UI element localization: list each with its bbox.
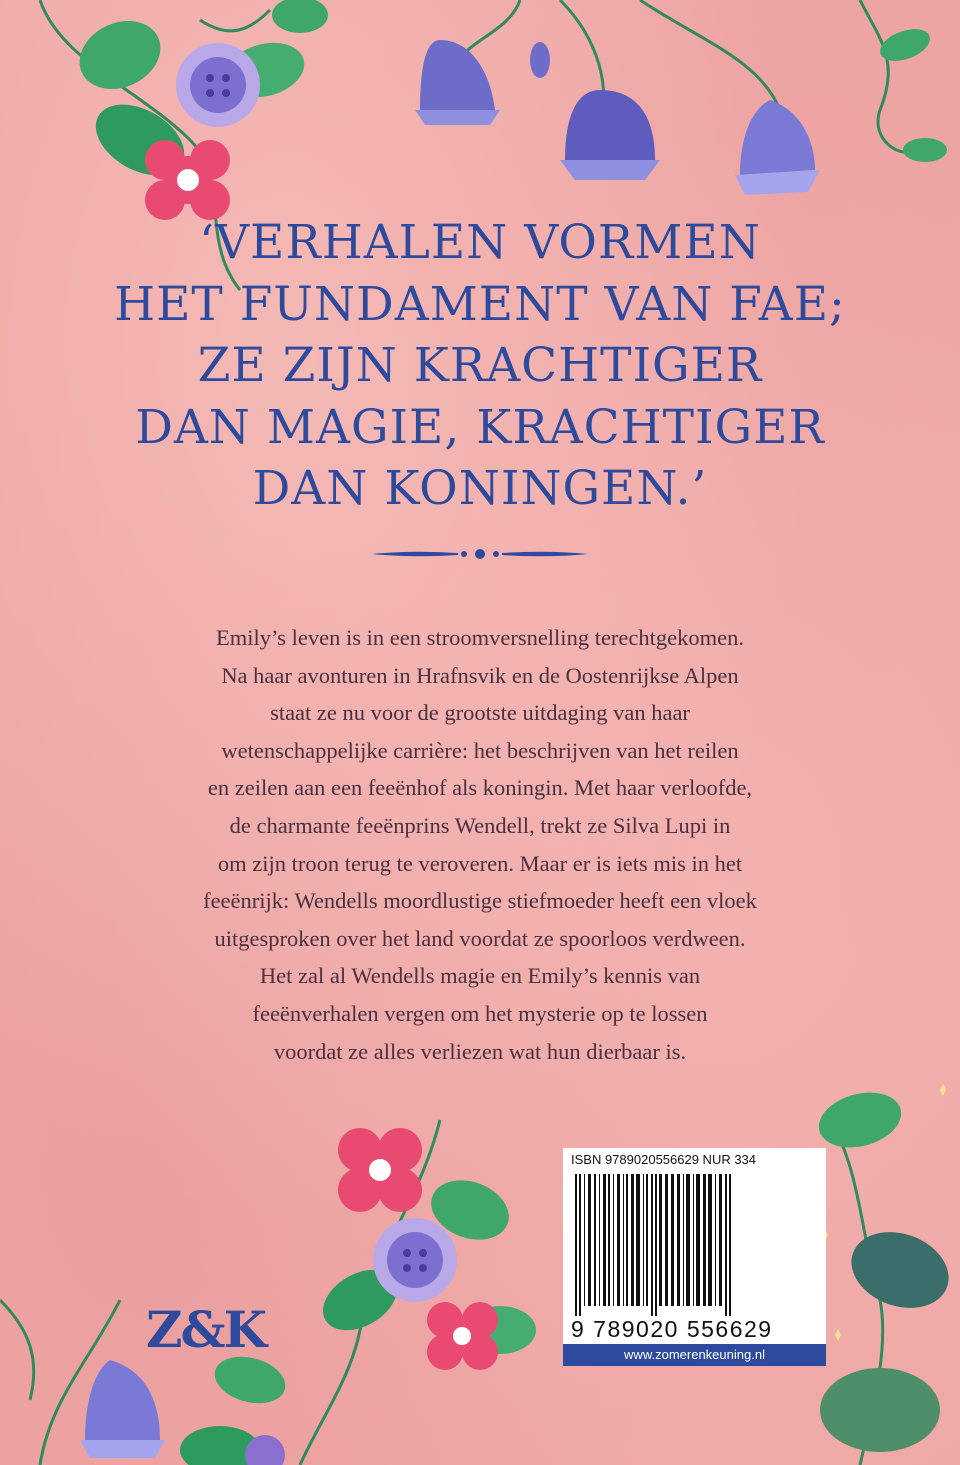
barcode-bar xyxy=(617,1174,620,1306)
button-flower-icon xyxy=(176,43,260,127)
blurb-line: de charmante feeënprins Wendell, trekt ze Silva Lupi in xyxy=(229,812,731,838)
barcode-bar xyxy=(613,1174,614,1306)
barcode-bar xyxy=(631,1174,634,1306)
sparkle-icon xyxy=(940,1084,946,1096)
barcode-bars xyxy=(573,1174,816,1316)
leaf-icon xyxy=(903,138,947,162)
barcode-bar xyxy=(696,1174,700,1306)
barcode-bar xyxy=(708,1174,712,1306)
barcode-bar xyxy=(677,1174,680,1306)
quote-line: DAN KONINGEN.’ xyxy=(252,461,708,516)
quote-line: DAN MAGIE, KRACHTIGER xyxy=(135,399,825,455)
barcode-bar xyxy=(575,1174,577,1316)
barcode-bar xyxy=(626,1174,628,1306)
blurb-line: voordat ze alles verliezen wat hun dierbaar is. xyxy=(273,1038,687,1064)
bluebell-flower-icon xyxy=(80,1360,165,1458)
barcode-bar xyxy=(686,1174,690,1306)
bluebell-flower-icon xyxy=(735,100,820,195)
publisher-url: www.zomerenkeuning.nl xyxy=(563,1344,826,1366)
pink-flower-icon xyxy=(427,1302,498,1370)
isbn-text: ISBN 9789020556629 NUR 334 xyxy=(571,1152,757,1167)
featured-quote xyxy=(0,212,960,520)
barcode-bar xyxy=(729,1174,731,1316)
quote-line: HET FUNDAMENT VAN FAE; xyxy=(114,276,846,332)
blurb-line: uitgesproken over het land voordat ze spoorloos verdween. xyxy=(214,925,746,951)
blurb-line: Emily’s leven is in een stroomversnelling terechtgekomen. xyxy=(216,625,744,650)
book-blurb xyxy=(100,619,860,1070)
barcode-bar xyxy=(579,1174,581,1316)
blurb-line: feeënrijk: Wendells moordlustige stiefmoeder heeft een vloek xyxy=(203,888,757,914)
blurb-line: feeënverhalen vergen om het mysterie op te lossen xyxy=(252,1000,708,1026)
leaf-icon xyxy=(876,23,934,67)
leaf-icon xyxy=(68,8,171,102)
barcode-bar xyxy=(603,1174,606,1306)
leaf-icon xyxy=(841,1219,960,1321)
blurb-line: staat ze nu voor de grootste uitdaging van haar xyxy=(270,700,690,726)
leaf-icon xyxy=(272,0,328,33)
button-flower-icon xyxy=(373,1218,457,1302)
barcode-bar xyxy=(643,1174,644,1306)
barcode-bar xyxy=(659,1174,662,1306)
pink-flower-icon xyxy=(338,1128,422,1212)
barcode-panel xyxy=(563,1148,826,1366)
barcode-bar xyxy=(665,1174,668,1306)
bluebell-flower-icon xyxy=(415,40,500,125)
barcode-bar xyxy=(636,1174,640,1306)
barcode-bar xyxy=(683,1174,684,1306)
blurb-line: om zijn troon terug te veroveren. Maar er is iets mis in het xyxy=(217,850,743,876)
barcode-bar xyxy=(715,1174,716,1306)
quote-line: ZE ZIJN KRACHTIGER xyxy=(197,338,763,393)
blurb-line: Het zal al Wendells magie en Emily’s kennis van xyxy=(259,963,701,989)
barcode-bar xyxy=(719,1174,722,1306)
barcode-bar xyxy=(703,1174,706,1306)
barcode-bar xyxy=(594,1174,596,1306)
sparkle-icon xyxy=(835,1329,841,1341)
barcode-bar xyxy=(646,1174,648,1306)
leaf-icon xyxy=(820,1368,940,1452)
blurb-line: wetenschappelijke carrière: het beschrijven van het reilen xyxy=(221,737,739,763)
barcode-bar xyxy=(725,1174,727,1316)
barcode-bar xyxy=(671,1174,674,1306)
barcode-bar xyxy=(588,1174,591,1306)
barcode-digits: 9 789020 556629 xyxy=(571,1316,773,1342)
blurb-line: Na haar avonturen in Hrafnsvik en de Oostenrijkse Alpen xyxy=(221,662,739,688)
barcode-bar xyxy=(651,1174,653,1316)
quote-line: ‘VERHALEN VORMEN xyxy=(199,215,761,270)
publisher-logo: Z&K xyxy=(146,1300,266,1359)
bud-icon xyxy=(530,42,550,78)
barcode-bar xyxy=(608,1174,610,1306)
barcode-bar xyxy=(584,1174,585,1306)
pink-flower-icon xyxy=(145,140,230,220)
blurb-line: en zeilen aan een feeënhof als koningin. Met haar verloofde, xyxy=(207,775,753,801)
barcode-bar xyxy=(655,1174,657,1316)
leaf-icon xyxy=(813,1084,908,1156)
bluebell-flower-icon xyxy=(560,90,660,180)
barcode-bar xyxy=(623,1174,624,1306)
barcode-bar xyxy=(599,1174,600,1306)
barcode-bar xyxy=(693,1174,694,1306)
ornament-divider xyxy=(372,544,588,564)
